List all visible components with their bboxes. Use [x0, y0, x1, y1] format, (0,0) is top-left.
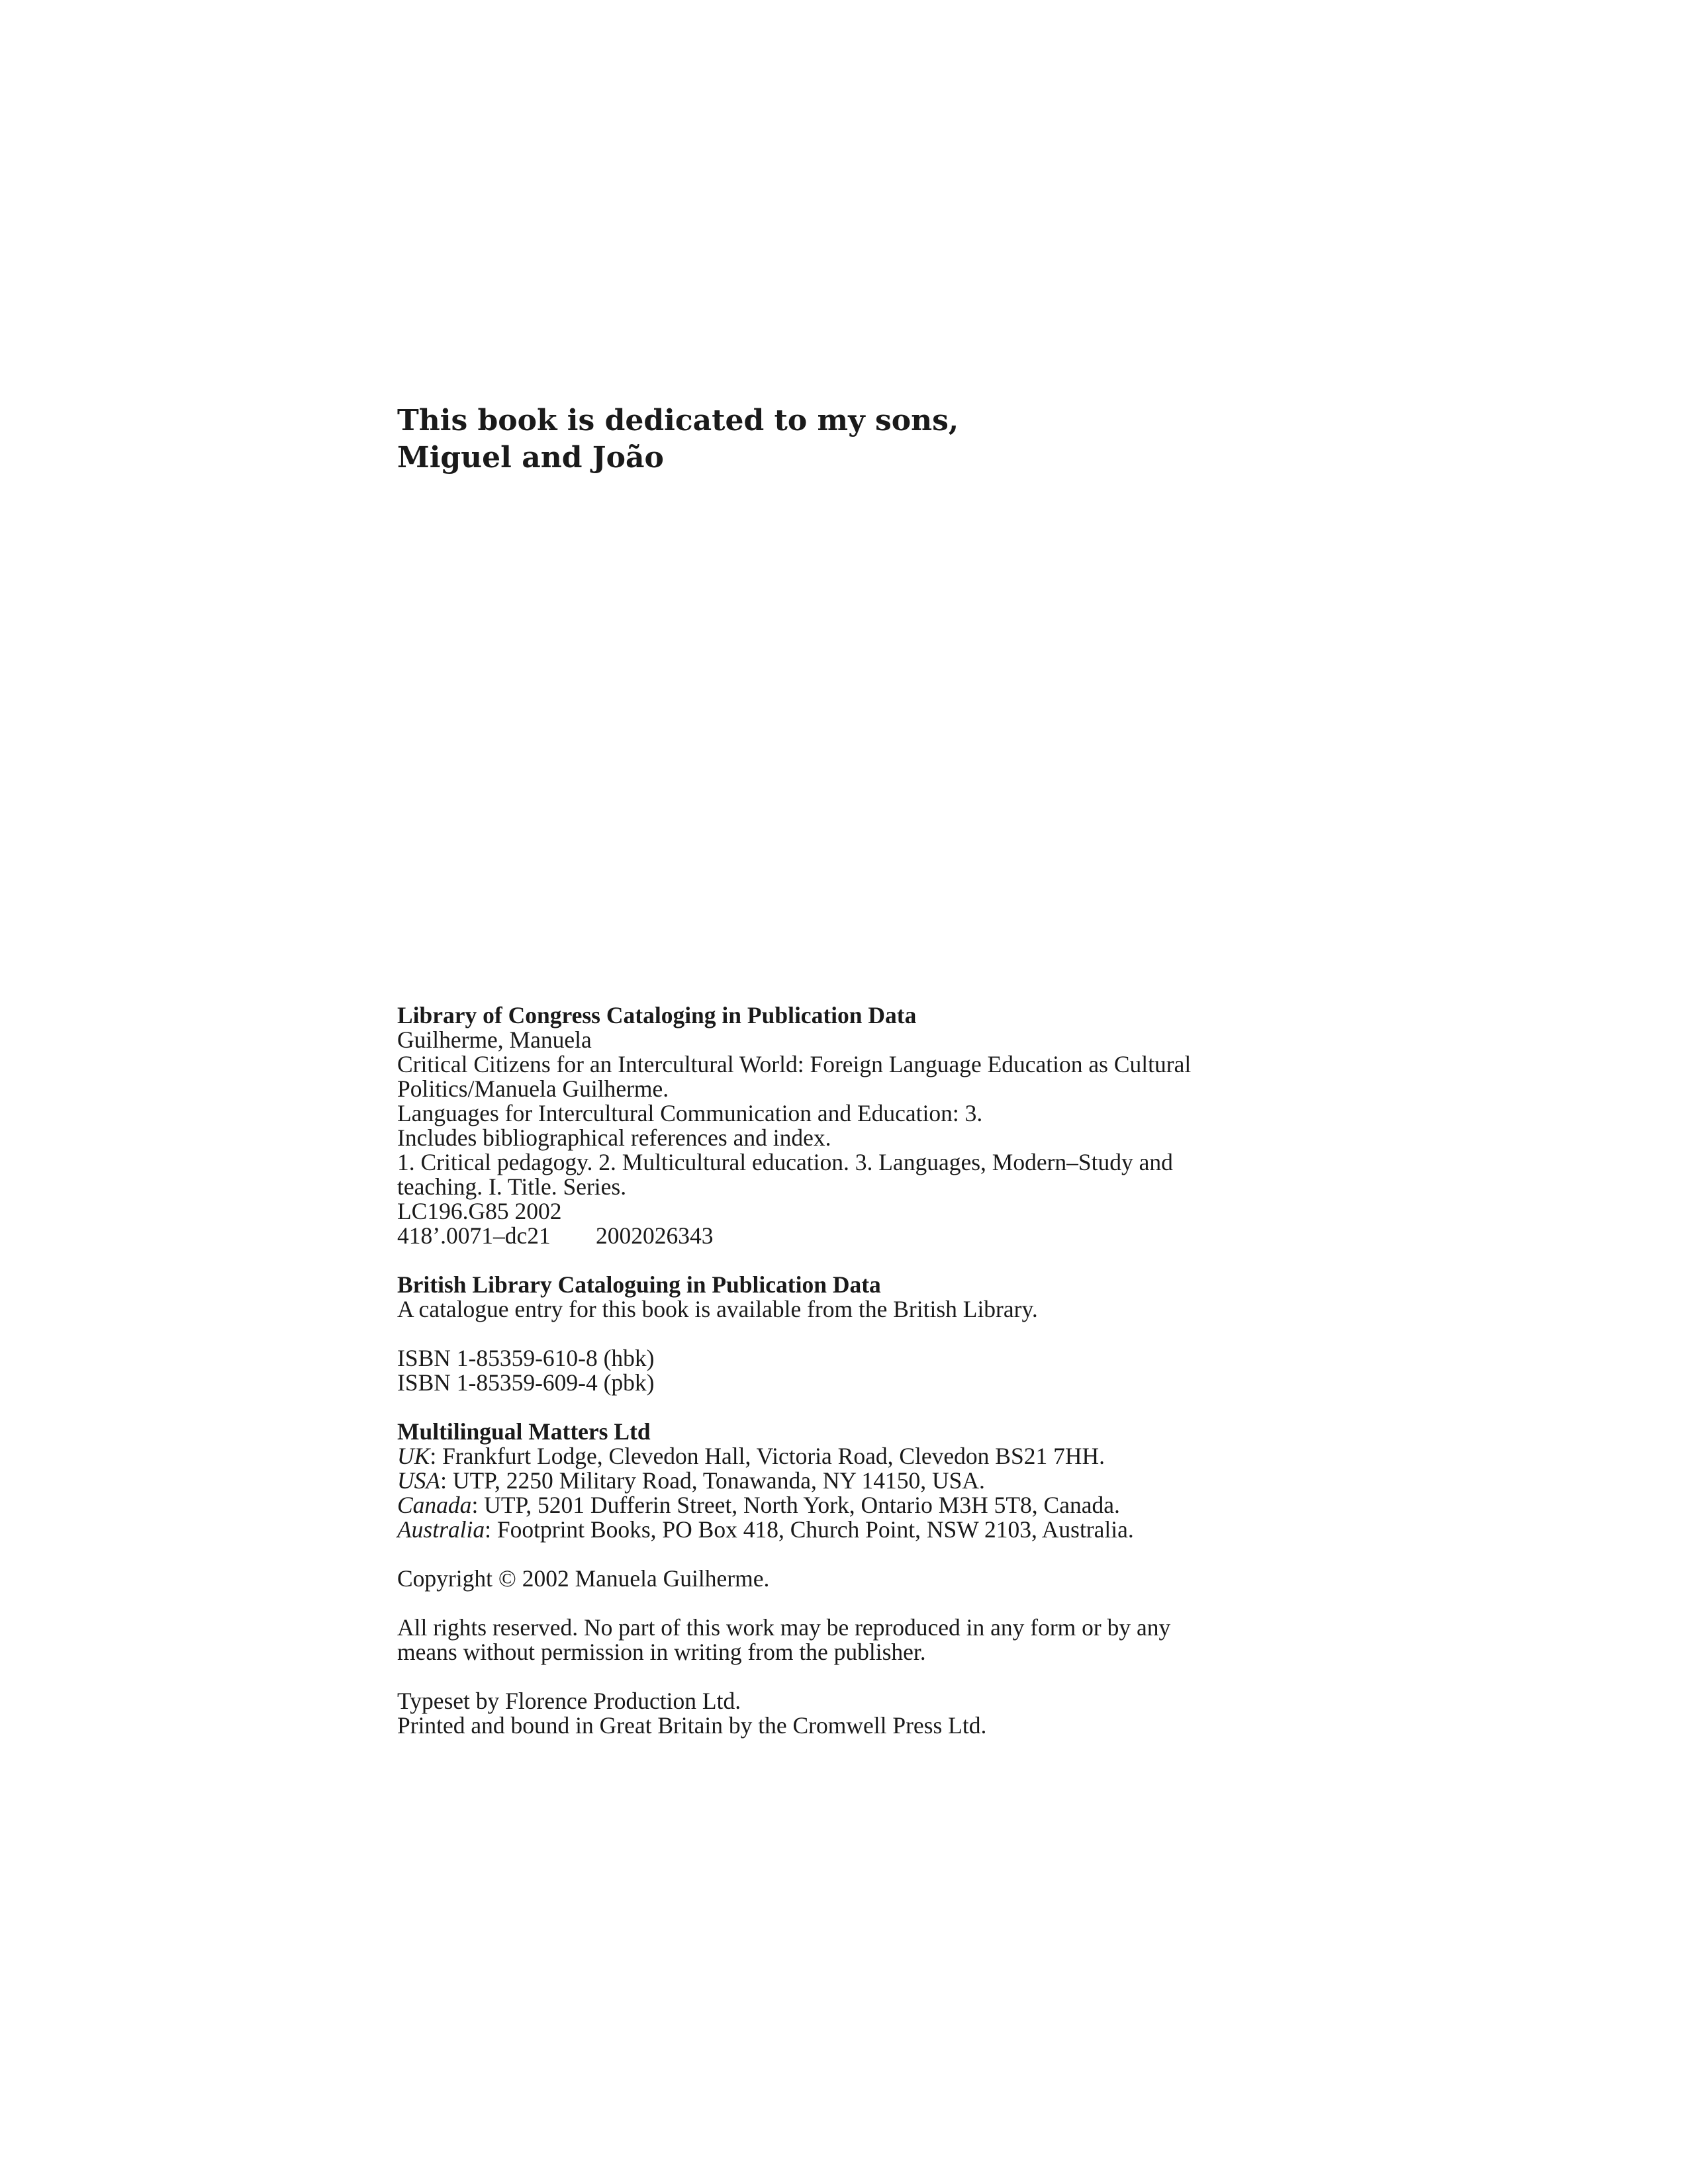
loc-line: LC196.G85 2002 — [397, 1198, 562, 1224]
dedication — [397, 402, 1324, 477]
publisher-address-uk — [397, 1444, 1337, 1469]
loc-line: Guilherme, Manuela — [397, 1026, 592, 1053]
publisher-address-canada — [397, 1493, 1337, 1518]
loc-line: Includes bibliographical references and index. — [397, 1124, 831, 1151]
loc-line: Politics/Manuela Guilherme. — [397, 1075, 669, 1102]
address-text: : Frankfurt Lodge, Clevedon Hall, Victoria Road, Clevedon BS21 7HH. — [430, 1443, 1105, 1469]
address-text: : UTP, 2250 Military Road, Tonawanda, NY 14150, USA. — [440, 1467, 985, 1494]
bl-heading: British Library Cataloguing in Publication Data — [397, 1271, 881, 1298]
loc-line: Languages for Intercultural Communication and Education: 3. — [397, 1100, 983, 1126]
loc-heading: Library of Congress Cataloging in Publication Data — [397, 1002, 917, 1028]
printer-credit: Printed and bound in Great Britain by the Cromwell Press Ltd. — [397, 1712, 987, 1739]
address-text: : Footprint Books, PO Box 418, Church Point, NSW 2103, Australia. — [485, 1516, 1134, 1543]
copyright-notice: Copyright © 2002 Manuela Guilherme. — [397, 1565, 770, 1592]
rights-line: All rights reserved. No part of this work may be reproduced in any form or by any — [397, 1614, 1171, 1641]
lccn: 2002026343 — [596, 1222, 714, 1249]
loc-line: teaching. I. Title. Series. — [397, 1173, 627, 1200]
loc-line: 1. Critical pedagogy. 2. Multicultural education. 3. Languages, Modern–Study and — [397, 1149, 1173, 1175]
loc-classification — [397, 1224, 1337, 1248]
address-place: Canada — [397, 1492, 472, 1518]
address-place: Australia — [397, 1516, 485, 1543]
address-place: UK — [397, 1443, 430, 1469]
dedication-line-2: Miguel and João — [397, 441, 664, 475]
address-place: USA — [397, 1467, 441, 1494]
copyright-imprint — [397, 1003, 1337, 1738]
typeset-credit: Typeset by Florence Production Ltd. — [397, 1688, 741, 1714]
isbn-pbk: ISBN 1-85359-609-4 (pbk) — [397, 1369, 655, 1396]
dedication-line-1: This book is dedicated to my sons, — [397, 404, 959, 437]
dewey-number: 418’.0071–dc21 — [397, 1222, 551, 1249]
rights-line: means without permission in writing from the publisher. — [397, 1639, 926, 1665]
publisher-address-usa — [397, 1469, 1337, 1493]
publisher-name: Multilingual Matters Ltd — [397, 1418, 651, 1445]
loc-line: Critical Citizens for an Intercultural World: Foreign Language Education as Cultural — [397, 1051, 1192, 1077]
publisher-address-australia — [397, 1518, 1337, 1542]
bl-text: A catalogue entry for this book is available from the British Library. — [397, 1296, 1038, 1322]
isbn-hbk: ISBN 1-85359-610-8 (hbk) — [397, 1345, 655, 1371]
address-text: : UTP, 5201 Dufferin Street, North York, Ontario M3H 5T8, Canada. — [471, 1492, 1120, 1518]
